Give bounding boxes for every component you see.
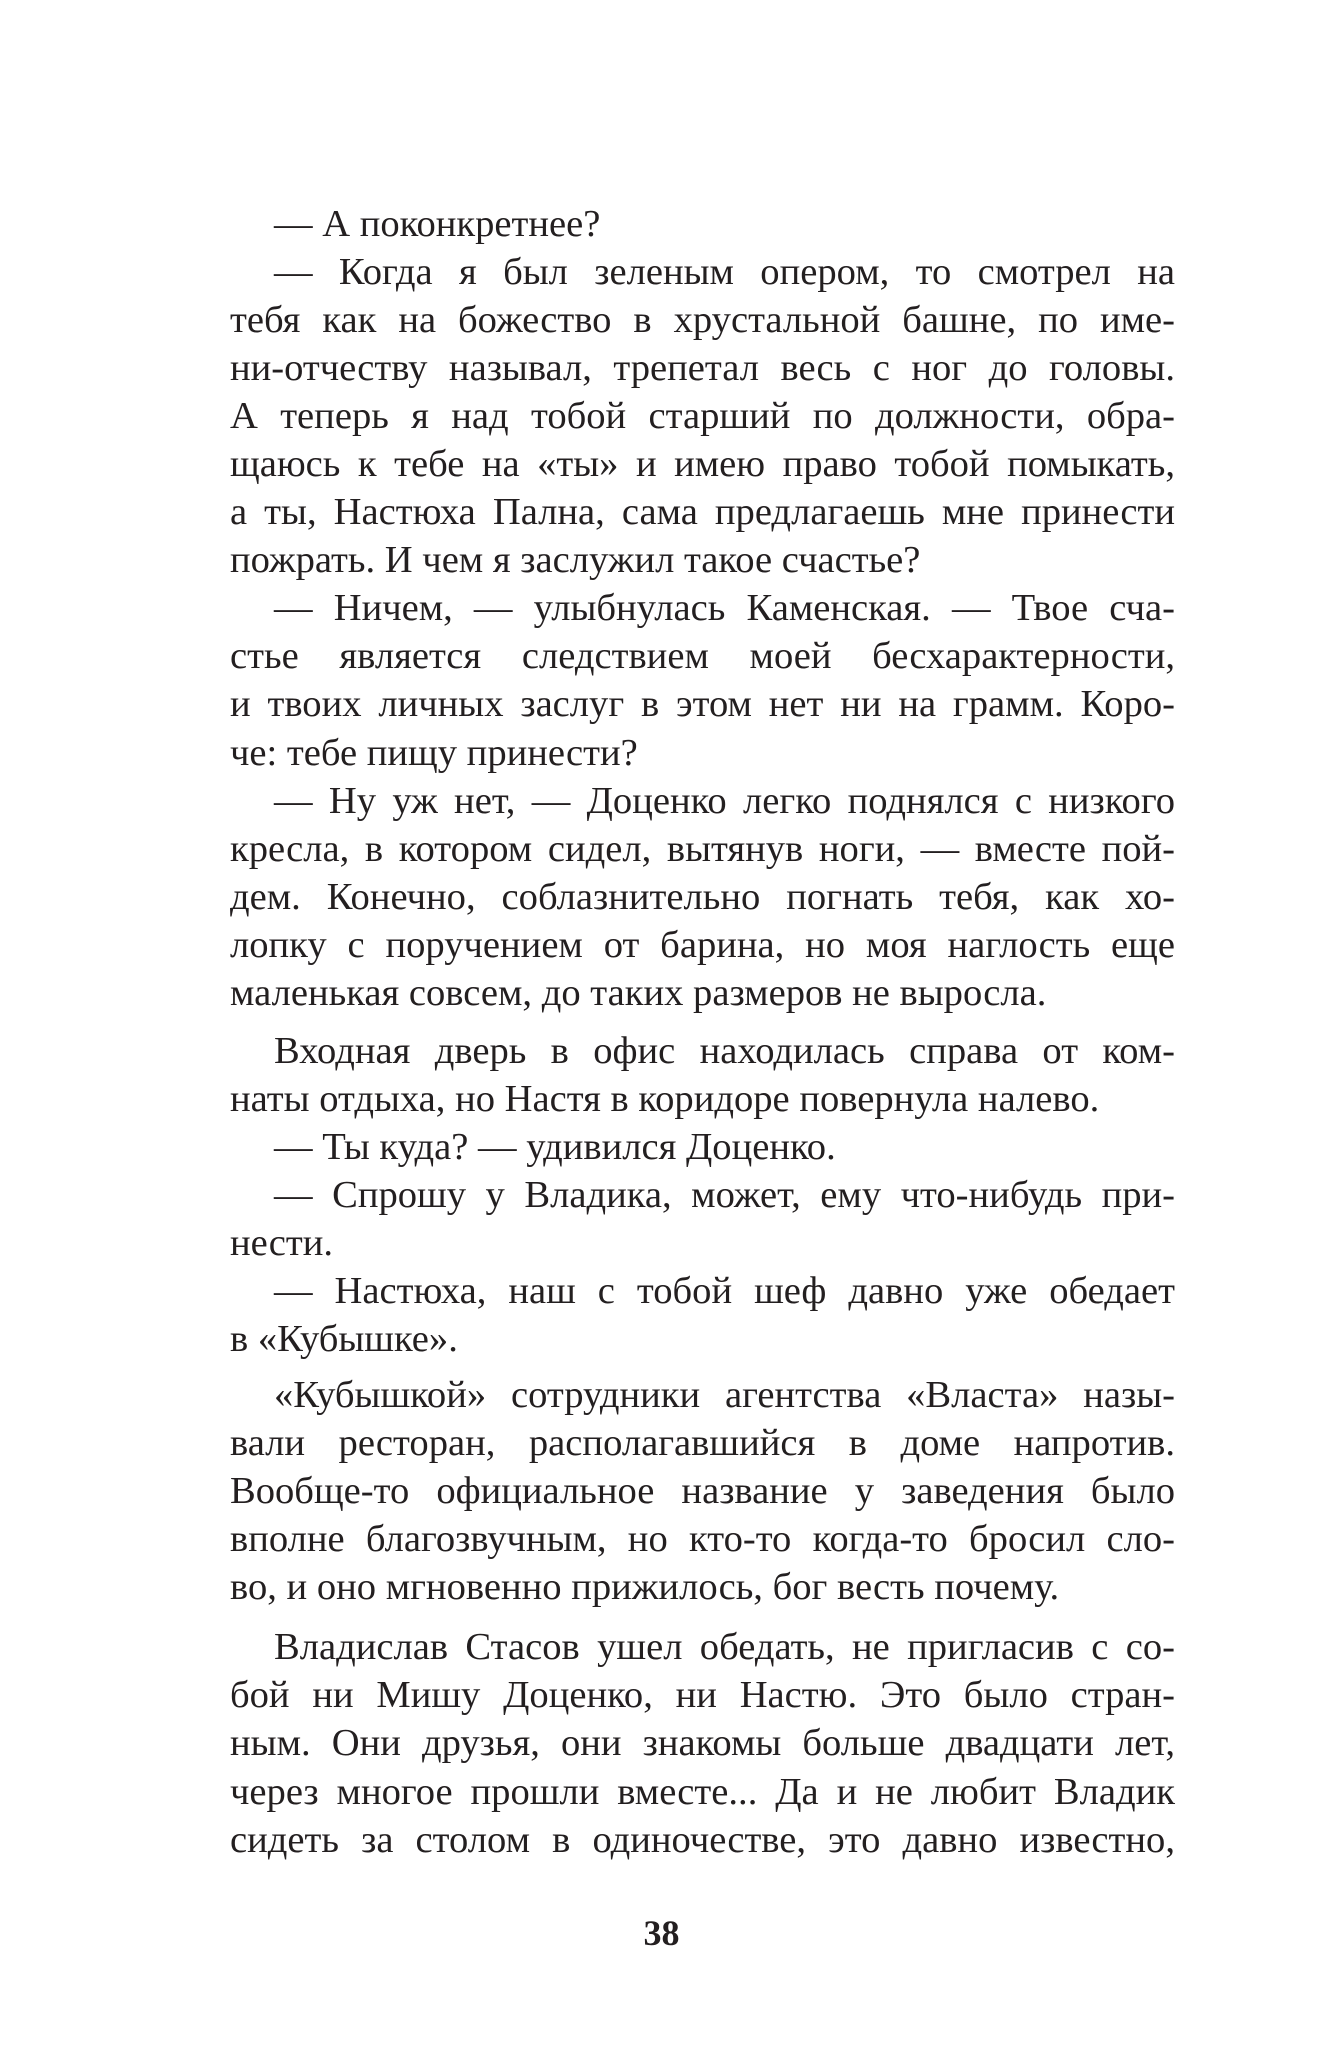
text-line: наты отдыха, но Настя в коридоре повернула налево.	[230, 1077, 1100, 1120]
page-number: 38	[643, 1913, 680, 1953]
text-line: «Кубышкой» сотрудники агентства «Власта» назы-	[274, 1374, 1175, 1417]
text-line: А теперь я над тобой старший по должности, обра-	[230, 395, 1175, 438]
text-line: — Ничем, — улыбнулась Каменская. — Твое сча-	[274, 587, 1175, 630]
text-line: че: тебе пищу принести?	[230, 731, 638, 774]
text-line: а ты, Настюха Пална, сама предлагаешь мне принести	[230, 491, 1175, 534]
text-line: сидеть за столом в одиночестве, это давно известно,	[230, 1818, 1175, 1861]
text-line: бой ни Мишу Доценко, ни Настю. Это было стран-	[230, 1674, 1175, 1717]
text-line: щаюсь к тебе на «ты» и имею право тобой помыкать,	[230, 443, 1175, 486]
text-line: — Когда я был зеленым опером, то смотрел на	[274, 251, 1175, 294]
text-line: ни-отчеству называл, трепетал весь с ног до головы.	[230, 347, 1175, 390]
text-line: пожрать. И чем я заслужил такое счастье?	[230, 539, 921, 582]
text-line: ным. Они друзья, они знакомы больше двадцати лет,	[230, 1722, 1175, 1765]
text-line: кресла, в котором сидел, вытянув ноги, — вместе пой-	[230, 827, 1175, 870]
text-line: дем. Конечно, соблазнительно погнать тебя, как хо-	[230, 875, 1175, 918]
text-line: вали ресторан, располагавшийся в доме напротив.	[230, 1422, 1175, 1465]
text-line: — Спрошу у Владика, может, ему что-нибудь при-	[274, 1173, 1175, 1216]
text-line: Входная дверь в офис находилась справа от ком-	[274, 1029, 1175, 1072]
text-line: стье является следствием моей бесхарактерности,	[230, 635, 1175, 678]
text-line: во, и оно мгновенно прижилось, бог весть почему.	[230, 1566, 1060, 1609]
text-line: — Ты куда? — удивился Доценко.	[274, 1125, 836, 1168]
text-line: тебя как на божество в хрустальной башне, по име-	[230, 299, 1175, 342]
text-line: — Ну уж нет, — Доценко легко поднялся с низкого	[274, 779, 1175, 822]
body-text	[230, 200, 1175, 1864]
text-line: Владислав Стасов ушел обедать, не пригласив с со-	[274, 1626, 1175, 1669]
text-line: через многое прошли вместе... Да и не любит Владик	[230, 1770, 1175, 1813]
text-line: нести.	[230, 1221, 334, 1264]
text-line: — А поконкретнее?	[274, 203, 601, 245]
text-line: вполне благозвучным, но кто-то когда-то бросил сло-	[230, 1518, 1175, 1561]
text-line: маленькая совсем, до таких размеров не выросла.	[230, 971, 1047, 1014]
text-line: Вообще-то официальное название у заведения было	[230, 1470, 1175, 1513]
text-line: — Настюха, наш с тобой шеф давно уже обедает	[274, 1270, 1175, 1313]
text-line: и твоих личных заслуг в этом нет ни на грамм. Коро-	[230, 683, 1175, 726]
text-line: лопку с поручением от барина, но моя наглость еще	[230, 923, 1175, 966]
text-line: в «Кубышке».	[230, 1318, 458, 1361]
